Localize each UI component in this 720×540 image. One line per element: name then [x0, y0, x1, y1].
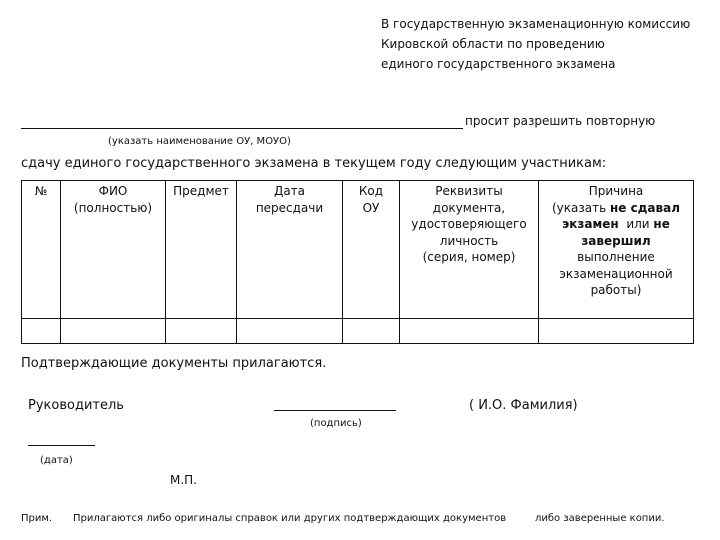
request-text: просит разрешить повторную: [465, 114, 656, 128]
organization-hint: (указать наименование ОУ, МОУО): [108, 136, 291, 147]
header-school-code: Код ОУ: [343, 181, 400, 319]
participants-table: [21, 180, 694, 344]
header-reason: Причина (указать не сдавал экзамен или не завершил выполнение экзаменационной работы): [539, 181, 694, 319]
addressee-line-3: единого государственного экзамена: [381, 57, 616, 71]
addressee-line-1: В государственную экзаменационную комиссию: [381, 17, 691, 31]
head-label: Руководитель: [28, 398, 124, 413]
request-continuation: сдачу единого государственного экзамена в текущем году следующим участникам:: [21, 156, 607, 171]
stamp-label: М.П.: [170, 473, 198, 487]
signature-hint: (подпись): [310, 418, 362, 429]
header-subject: Предмет: [166, 181, 237, 319]
cell-number[interactable]: [22, 319, 61, 344]
date-line[interactable]: [28, 445, 95, 446]
cell-reason[interactable]: [539, 319, 694, 344]
cell-fio[interactable]: [61, 319, 166, 344]
header-fio: ФИО (полностью): [61, 181, 166, 319]
table-row[interactable]: [22, 319, 694, 344]
cell-retake-date[interactable]: [237, 319, 343, 344]
cell-id-document[interactable]: [400, 319, 539, 344]
confirmation-text: Подтверждающие документы прилагаются.: [21, 356, 327, 371]
note-label: Прим.: [21, 513, 53, 524]
head-name: ( И.О. Фамилия): [469, 398, 578, 413]
header-id-document: Реквизиты документа, удостоверяющего личность (серия, номер): [400, 181, 539, 319]
table-header-row: [22, 181, 694, 319]
addressee-line-2: Кировской области по проведению: [381, 37, 605, 51]
cell-school-code[interactable]: [343, 319, 400, 344]
addressee-block: [381, 14, 690, 74]
header-number: №: [22, 181, 61, 319]
signature-line[interactable]: [274, 410, 396, 411]
cell-subject[interactable]: [166, 319, 237, 344]
organization-blank-line: [21, 128, 463, 129]
note-text: Прилагаются либо оригиналы справок или других подтверждающих документов: [73, 513, 507, 524]
date-hint: (дата): [40, 455, 73, 466]
note-text-continuation: либо заверенные копии.: [535, 513, 665, 524]
header-retake-date: Дата пересдачи: [237, 181, 343, 319]
